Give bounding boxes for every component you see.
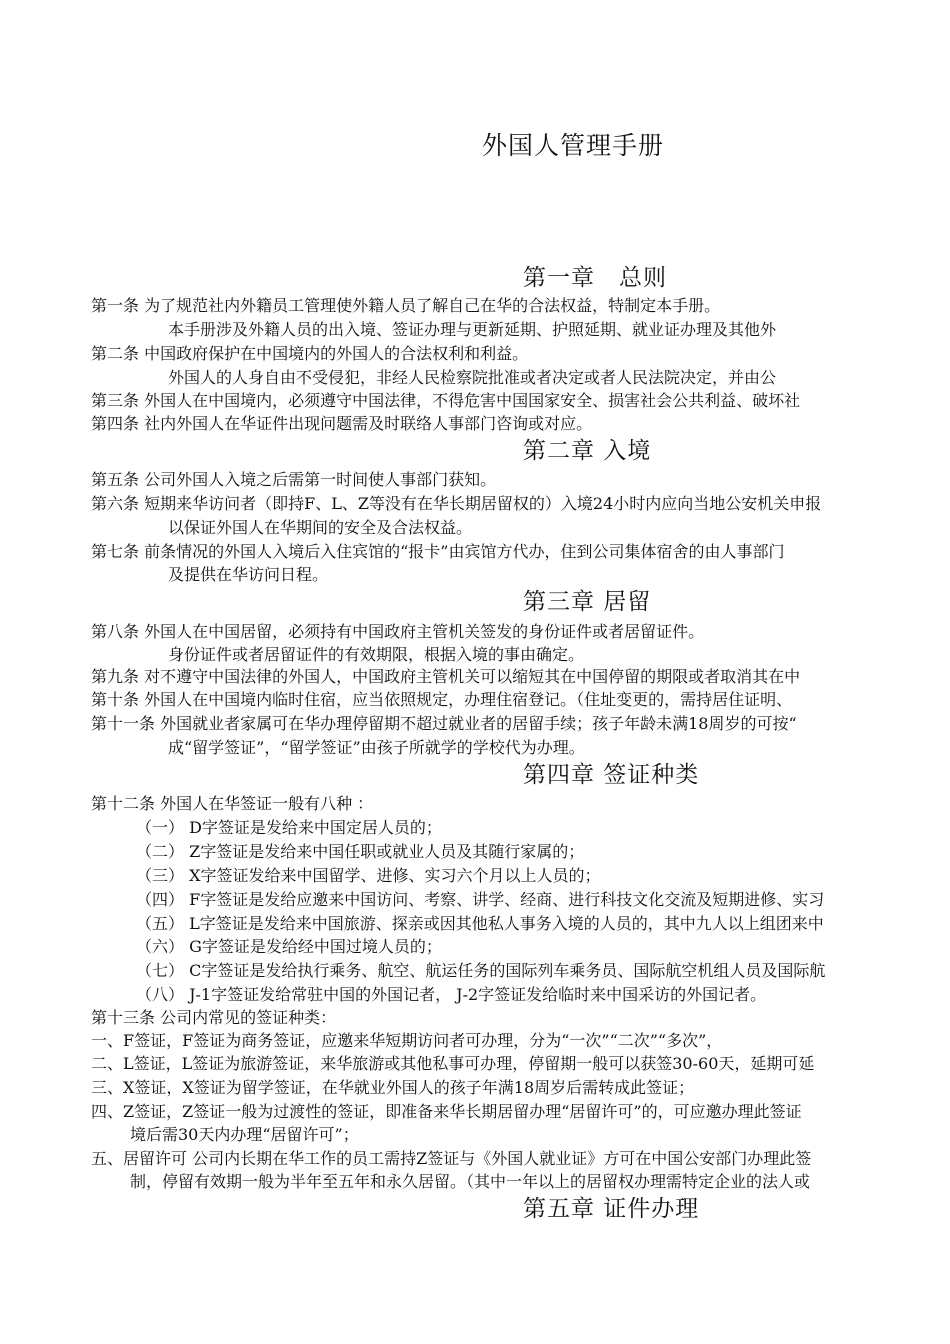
article-6-continued: 以保证外国人在华期间的安全及合法权益。: [168, 518, 473, 537]
article-1-continued: 本手册涉及外籍人员的出入境、签证办理与更新延期、护照延期、就业证办理及其他外: [168, 320, 777, 339]
article-8-continued: 身份证件或者居留证件的有效期限，根据入境的事由确定。: [168, 645, 585, 664]
article-13: 第十三条 公司内常见的签证种类：: [91, 1008, 337, 1027]
article-9: 第九条 对不遵守中国法律的外国人，中国政府主管机关可以缩短其在中国停留的期限或者取消其在中: [91, 667, 801, 686]
visa-type-item: （四） F字签证是发给应邀来中国访问、考察、讲学、经商、进行科技文化交流及短期进修、实习: [136, 890, 825, 909]
article-5: 第五条 公司外国人入境之后需第一时间使人事部门获知。: [91, 470, 497, 489]
visa-type-item: （二） Z字签证是发给来中国任职或就业人员及其随行家属的；: [136, 842, 585, 861]
common-visa-item: 四、Z签证，Z签证一般为过渡性的签证，即准备来华长期居留办理“居留许可”的，可应邀办理此签证: [91, 1102, 802, 1121]
chapter-heading-3: 第三章 居留: [523, 589, 652, 615]
common-visa-item: 一、F签证，F签证为商务签证，应邀来华短期访问者可办理，分为“一次”“二次”“多次”，: [91, 1031, 723, 1050]
article-2-continued: 外国人的人身自由不受侵犯，非经人民检察院批准或者决定或者人民法院决定，并由公: [168, 368, 777, 387]
article-11: 第十一条 外国就业者家属可在华办理停留期不超过就业者的居留手续；孩子年龄未满18周岁的可按“: [91, 714, 797, 733]
article-2: 第二条 中国政府保护在中国境内的外国人的合法权利和利益。: [91, 344, 529, 363]
visa-type-item: （三） X字签证发给来中国留学、进修、实习六个月以上人员的；: [136, 866, 601, 885]
chapter-heading-4: 第四章 签证种类: [523, 762, 700, 788]
article-4: 第四条 社内外国人在华证件出现问题需及时联络人事部门咨询或对应。: [91, 414, 593, 433]
article-7-continued: 及提供在华访问日程。: [168, 565, 329, 584]
chapter-heading-1: 第一章 总则: [523, 265, 667, 291]
article-8: 第八条 外国人在中国居留，必须持有中国政府主管机关签发的身份证件或者居留证件。: [91, 622, 705, 641]
document-title: 外国人管理手册: [482, 131, 665, 160]
visa-type-item: （六） G字签证是发给经中国过境人员的；: [136, 937, 442, 956]
article-6: 第六条 短期来华访问者（即持F、L、Z等没有在华长期居留权的）入境24小时内应向当地公安机关申报: [91, 494, 822, 513]
common-visa-item: 三、X签证，X签证为留学签证，在华就业外国人的孩子年满18周岁后需转成此签证；: [91, 1078, 695, 1097]
common-visa-item-continued: 制，停留有效期一般为半年至五年和永久居留。（其中一年以上的居留权办理需特定企业的法人或: [130, 1172, 811, 1191]
chapter-heading-2: 第二章 入境: [523, 438, 652, 464]
common-visa-item-continued: 境后需30天内办理“居留许可”；: [130, 1125, 359, 1144]
chapter-heading-5: 第五章 证件办理: [523, 1196, 700, 1222]
article-3: 第三条 外国人在中国境内，必须遵守中国法律，不得危害中国国家安全、损害社会公共利益、破坏社: [91, 391, 801, 410]
article-12: 第十二条 外国人在华签证一般有八种 ：: [91, 794, 374, 813]
article-1: 第一条 为了规范社内外籍员工管理使外籍人员了解自己在华的合法权益，特制定本手册。: [91, 296, 721, 315]
article-11-continued: 成“留学签证”，“留学签证”由孩子所就学的学校代为办理。: [168, 738, 585, 757]
visa-type-item: （五） L字签证是发给来中国旅游、探亲或因其他私人事务入境的人员的，其中九人以上组团来中: [136, 914, 824, 933]
visa-type-item: （一） D字签证是发给来中国定居人员的；: [136, 818, 442, 837]
common-visa-item: 五、居留许可 公司内长期在华工作的员工需持Z签证与《外国人就业证》方可在中国公安部门办理此签: [91, 1149, 812, 1168]
article-7: 第七条 前条情况的外国人入境后入住宾馆的“报卡”由宾馆方代办，住到公司集体宿舍的由人事部门: [91, 542, 785, 561]
visa-type-item: （七） C字签证是发给执行乘务、航空、航运任务的国际列车乘务员、国际航空机组人员及国际航: [136, 961, 826, 980]
article-10: 第十条 外国人在中国境内临时住宿，应当依照规定，办理住宿登记。（住址变更的，需持居住证明、: [91, 690, 793, 709]
visa-type-item: （八） J-1字签证发给常驻中国的外国记者， J-2字签证发给临时来中国采访的外国记者。: [136, 985, 767, 1004]
common-visa-item: 二、L签证，L签证为旅游签证，来华旅游或其他私事可办理，停留期一般可以获签30-60天，延期可延: [91, 1054, 815, 1073]
